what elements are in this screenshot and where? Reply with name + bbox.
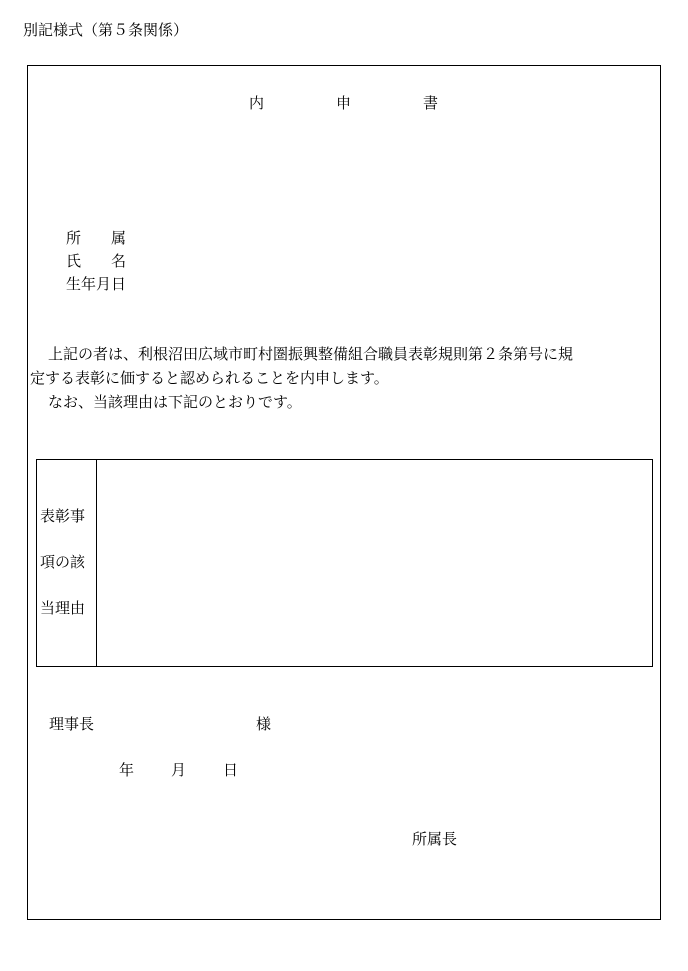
- body-text-line-1: 上記の者は、利根沼田広域市町村圏振興整備組合職員表彰規則第２条第号に規: [48, 345, 574, 363]
- addressee-honorific: 様: [256, 715, 272, 733]
- birthdate-label: 生年月日: [66, 275, 127, 293]
- reason-label-line-3: 当理由: [40, 599, 86, 617]
- reason-label-line-1: 表彰事: [40, 507, 86, 525]
- addressee-title: 理事長: [49, 715, 95, 733]
- date-day-label: 日: [223, 761, 239, 779]
- reason-content-field[interactable]: [97, 460, 652, 666]
- form-reference-label: 別記様式（第５条関係）: [23, 21, 189, 39]
- reason-label-line-2: 項の該: [40, 553, 86, 571]
- date-month-label: 月: [171, 761, 187, 779]
- name-label: 氏 名: [66, 252, 127, 270]
- document-title: [0, 92, 688, 110]
- signer-title: 所属長: [412, 830, 458, 848]
- title-char-2: 申: [336, 94, 352, 112]
- affiliation-label: 所 属: [66, 229, 127, 247]
- title-char-1: 内: [249, 94, 265, 112]
- body-text-line-3: なお、当該理由は下記のとおりです。: [48, 393, 302, 411]
- title-char-3: 書: [423, 94, 439, 112]
- date-year-label: 年: [119, 761, 135, 779]
- body-text-line-2: 定する表彰に価すると認められることを内申します。: [30, 369, 389, 387]
